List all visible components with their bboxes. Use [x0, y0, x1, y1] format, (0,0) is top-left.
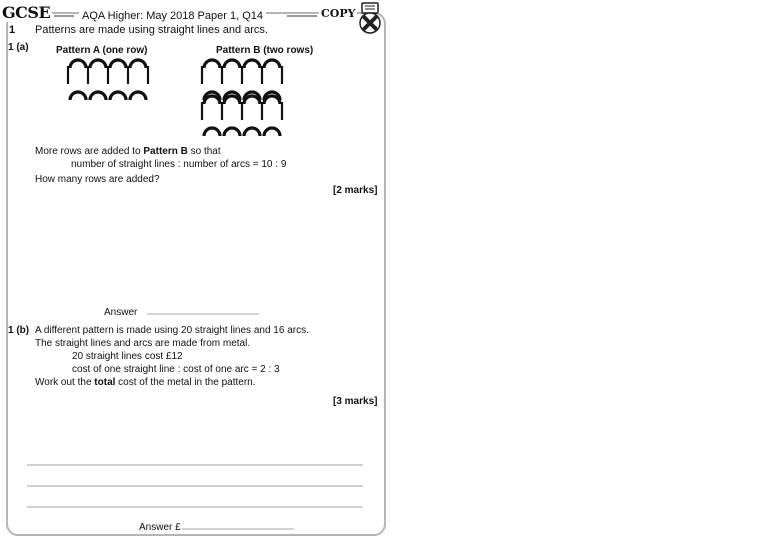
arc [130, 60, 146, 68]
arc [110, 60, 126, 68]
part-a-question: How many rows are added? [35, 174, 160, 185]
arc [204, 128, 220, 136]
arc [110, 92, 126, 100]
arc [130, 92, 146, 100]
part-b-line-1: A different pattern is made using 20 straight lines and 16 arcs. [35, 325, 309, 336]
pattern-b-label: Pattern B (two rows) [216, 45, 314, 56]
working-line[interactable] [27, 485, 363, 487]
part-b-line-4: cost of one straight line : cost of one arc = 2 : 3 [72, 364, 280, 375]
arc [244, 96, 260, 104]
arc [70, 92, 86, 100]
ratio-lines-arcs: number of straight lines : number of arcs = 10 : 9 [71, 159, 287, 170]
pattern-b-diagram [200, 58, 290, 142]
arc [90, 60, 106, 68]
arc [264, 128, 280, 136]
question-frame [6, 12, 386, 536]
pattern-a-label: Pattern A (one row) [56, 45, 148, 56]
gcse-logo: GCSE [2, 3, 51, 22]
part-b-line-3: 20 straight lines cost £12 [72, 351, 183, 362]
header-rule-left [54, 15, 74, 17]
working-line[interactable] [27, 506, 363, 508]
question-number: 1 [9, 24, 16, 36]
arc [70, 60, 86, 68]
question-intro: Patterns are made using straight lines and arcs. [35, 24, 268, 36]
part-a-answer-line[interactable] [147, 313, 259, 315]
working-line[interactable] [27, 464, 363, 466]
arc [90, 92, 106, 100]
arc [264, 96, 280, 104]
part-a-answer-label: Answer [104, 307, 138, 318]
arc [224, 128, 240, 136]
part-a-marks: [2 marks] [333, 185, 378, 196]
header-rule-right [287, 15, 317, 17]
arc [264, 60, 280, 68]
pattern-a-diagram [66, 58, 156, 106]
part-b-marks: [3 marks] [333, 396, 378, 407]
part-b-line-5: Work out the total cost of the metal in the pattern. [35, 377, 256, 388]
arc [224, 60, 240, 68]
arc [204, 96, 220, 104]
more-rows-sentence: More rows are added to Pattern B so that [35, 146, 221, 157]
arc [204, 60, 220, 68]
part-b-answer-label: Answer £ [139, 522, 181, 533]
part-b-line-2: The straight lines and arcs are made from metal. [35, 338, 251, 349]
calculator-cross-icon [358, 2, 382, 34]
paper-title: AQA Higher: May 2018 Paper 1, Q14 [79, 10, 266, 22]
arc [224, 96, 240, 104]
arc [244, 128, 260, 136]
part-b-label: 1 (b) [8, 325, 30, 336]
part-b-answer-line[interactable] [182, 528, 294, 530]
copy-label: COPY [321, 7, 356, 20]
arc [244, 60, 260, 68]
part-a-label: 1 (a) [8, 42, 29, 53]
